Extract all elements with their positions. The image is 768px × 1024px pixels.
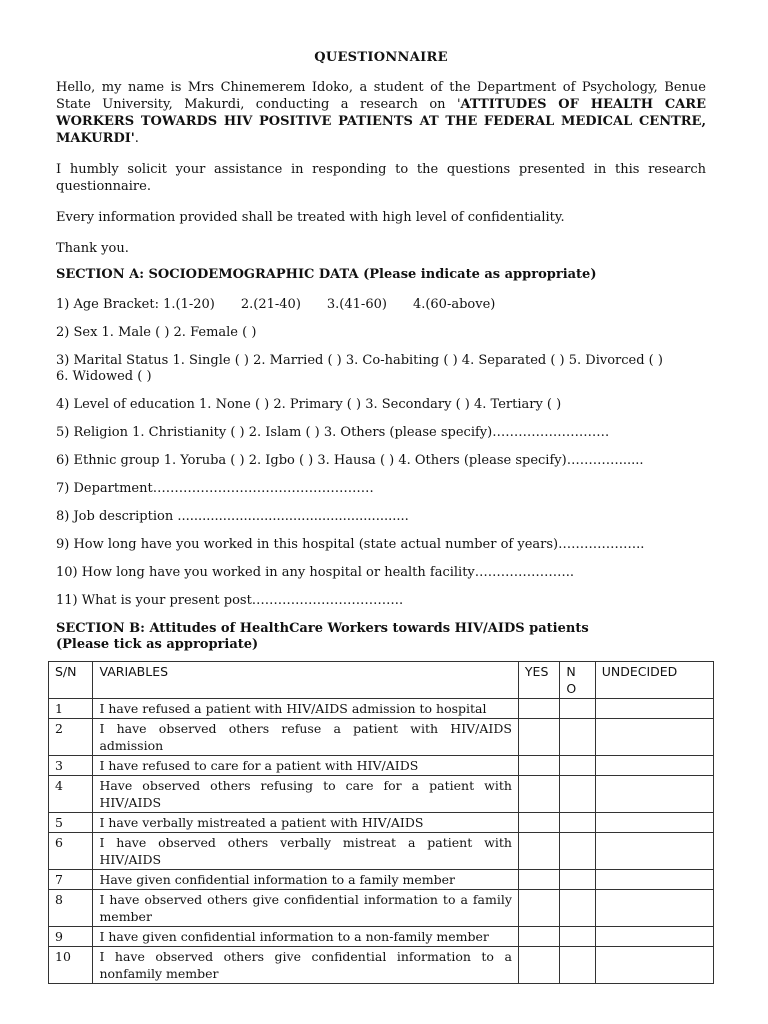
row-sn: 6 — [49, 833, 93, 870]
no-cell[interactable] — [560, 947, 595, 984]
intro-end: . — [134, 131, 139, 146]
header-yes: YES — [518, 662, 559, 699]
question-present-post[interactable]: 11) What is your present post…………………………….. — [56, 593, 404, 608]
age-label: 1) Age Bracket: 1.(1-20) — [56, 297, 215, 312]
no-cell[interactable] — [560, 776, 595, 813]
yes-cell[interactable] — [518, 813, 559, 833]
table-row — [49, 699, 714, 719]
row-sn: 1 — [49, 699, 93, 719]
header-variables: VARIABLES — [93, 662, 518, 699]
section-a-heading: SECTION A: SOCIODEMOGRAPHIC DATA (Please indicate as appropriate) — [56, 267, 597, 282]
table-row — [49, 870, 714, 890]
intro-paragraph — [56, 79, 706, 147]
yes-cell[interactable] — [518, 927, 559, 947]
row-variable: I have observed others verbally mistreat a patient with HIV/AIDS — [93, 833, 518, 870]
page-title: QUESTIONNAIRE — [314, 50, 448, 65]
yes-cell[interactable] — [518, 719, 559, 756]
age-option-3[interactable]: 3.(41-60) — [326, 297, 387, 312]
question-years-any-facility[interactable]: 10) How long have you worked in any hospital or health facility………………….. — [56, 565, 575, 580]
table-row — [49, 833, 714, 870]
no-cell[interactable] — [560, 813, 595, 833]
row-sn: 3 — [49, 756, 93, 776]
no-cell[interactable] — [560, 756, 595, 776]
confidentiality-text: Every information provided shall be treated with high level of confidentiality. — [56, 210, 565, 225]
question-department[interactable]: 7) Department…………………………………………… — [56, 481, 374, 496]
row-sn: 5 — [49, 813, 93, 833]
yes-cell[interactable] — [518, 699, 559, 719]
header-no: N O — [560, 662, 595, 699]
section-b-title: SECTION B: Attitudes of HealthCare Workers towards HIV/AIDS patients — [56, 621, 589, 636]
undecided-cell[interactable] — [595, 833, 713, 870]
table-row — [49, 776, 714, 813]
table-row — [49, 813, 714, 833]
no-cell[interactable] — [560, 833, 595, 870]
section-b-heading — [56, 621, 706, 653]
table-header-row — [49, 662, 714, 699]
no-cell[interactable] — [560, 890, 595, 927]
age-option-2[interactable]: 2.(21-40) — [240, 297, 301, 312]
yes-cell[interactable] — [518, 947, 559, 984]
yes-cell[interactable] — [518, 890, 559, 927]
row-sn: 4 — [49, 776, 93, 813]
undecided-cell[interactable] — [595, 947, 713, 984]
age-option-4[interactable]: 4.(60-above) — [412, 297, 496, 312]
table-row — [49, 890, 714, 927]
row-variable: I have refused a patient with HIV/AIDS admission to hospital — [93, 699, 518, 719]
row-variable: I have observed others give confidential information to a nonfamily member — [93, 947, 518, 984]
question-ethnic-group[interactable]: 6) Ethnic group 1. Yoruba ( ) 2. Igbo ( ) 3. Hausa ( ) 4. Others (please specify)…………...... — [56, 453, 644, 468]
questionnaire-page — [56, 50, 706, 984]
row-variable: Have given confidential information to a family member — [93, 870, 518, 890]
intro-text: Hello, my name is Mrs Chinemerem Idoko, a student of the Department of Psychology, Benue State University, Makurdi, conducting a research on ' — [56, 80, 706, 112]
header-sn: S/N — [49, 662, 93, 699]
yes-cell[interactable] — [518, 776, 559, 813]
row-sn: 2 — [49, 719, 93, 756]
undecided-cell[interactable] — [595, 719, 713, 756]
table-row — [49, 947, 714, 984]
no-cell[interactable] — [560, 719, 595, 756]
undecided-cell[interactable] — [595, 890, 713, 927]
research-title: ATTITUDES OF HEALTH CARE WORKERS TOWARDS HIV POSITIVE PATIENTS AT THE FEDERAL MEDICAL CENTRE, MAKURDI' — [56, 97, 706, 146]
row-variable: I have given confidential information to a non-family member — [93, 927, 518, 947]
marital-line-1: 3) Marital Status 1. Single ( ) 2. Married ( ) 3. Co-habiting ( ) 4. Separated ( ) 5. Divorced ( ) — [56, 353, 663, 368]
row-variable: I have verbally mistreated a patient with HIV/AIDS — [93, 813, 518, 833]
undecided-cell[interactable] — [595, 813, 713, 833]
no-cell[interactable] — [560, 927, 595, 947]
question-job-description[interactable]: 8) Job description ........................................................ — [56, 509, 409, 524]
thanks-text: Thank you. — [56, 241, 129, 256]
table-row — [49, 756, 714, 776]
undecided-cell[interactable] — [595, 776, 713, 813]
undecided-cell[interactable] — [595, 927, 713, 947]
row-sn: 7 — [49, 870, 93, 890]
row-variable: I have refused to care for a patient with HIV/AIDS — [93, 756, 518, 776]
row-variable: I have observed others refuse a patient with HIV/AIDS admission — [93, 719, 518, 756]
row-sn: 10 — [49, 947, 93, 984]
question-religion[interactable]: 5) Religion 1. Christianity ( ) 2. Islam ( ) 3. Others (please specify)……………………… — [56, 425, 610, 440]
question-marital-status[interactable] — [56, 353, 706, 385]
question-age — [56, 297, 706, 313]
undecided-cell[interactable] — [595, 870, 713, 890]
no-cell[interactable] — [560, 870, 595, 890]
no-cell[interactable] — [560, 699, 595, 719]
table-row — [49, 719, 714, 756]
yes-cell[interactable] — [518, 756, 559, 776]
row-variable: I have observed others give confidential information to a family member — [93, 890, 518, 927]
yes-cell[interactable] — [518, 833, 559, 870]
marital-line-2: 6. Widowed ( ) — [56, 369, 152, 384]
yes-cell[interactable] — [518, 870, 559, 890]
row-sn: 9 — [49, 927, 93, 947]
attitudes-table — [48, 661, 714, 984]
table-row — [49, 927, 714, 947]
question-education[interactable]: 4) Level of education 1. None ( ) 2. Primary ( ) 3. Secondary ( ) 4. Tertiary ( ) — [56, 397, 562, 412]
undecided-cell[interactable] — [595, 756, 713, 776]
solicit-text: I humbly solicit your assistance in responding to the questions presented in this research questionnaire. — [56, 162, 706, 194]
section-b-instruction: (Please tick as appropriate) — [56, 637, 259, 652]
row-sn: 8 — [49, 890, 93, 927]
question-years-hospital[interactable]: 9) How long have you worked in this hospital (state actual number of years)……………….. — [56, 537, 645, 552]
undecided-cell[interactable] — [595, 699, 713, 719]
header-undecided: UNDECIDED — [595, 662, 713, 699]
row-variable: Have observed others refusing to care for a patient with HIV/AIDS — [93, 776, 518, 813]
question-sex[interactable]: 2) Sex 1. Male ( ) 2. Female ( ) — [56, 325, 257, 340]
